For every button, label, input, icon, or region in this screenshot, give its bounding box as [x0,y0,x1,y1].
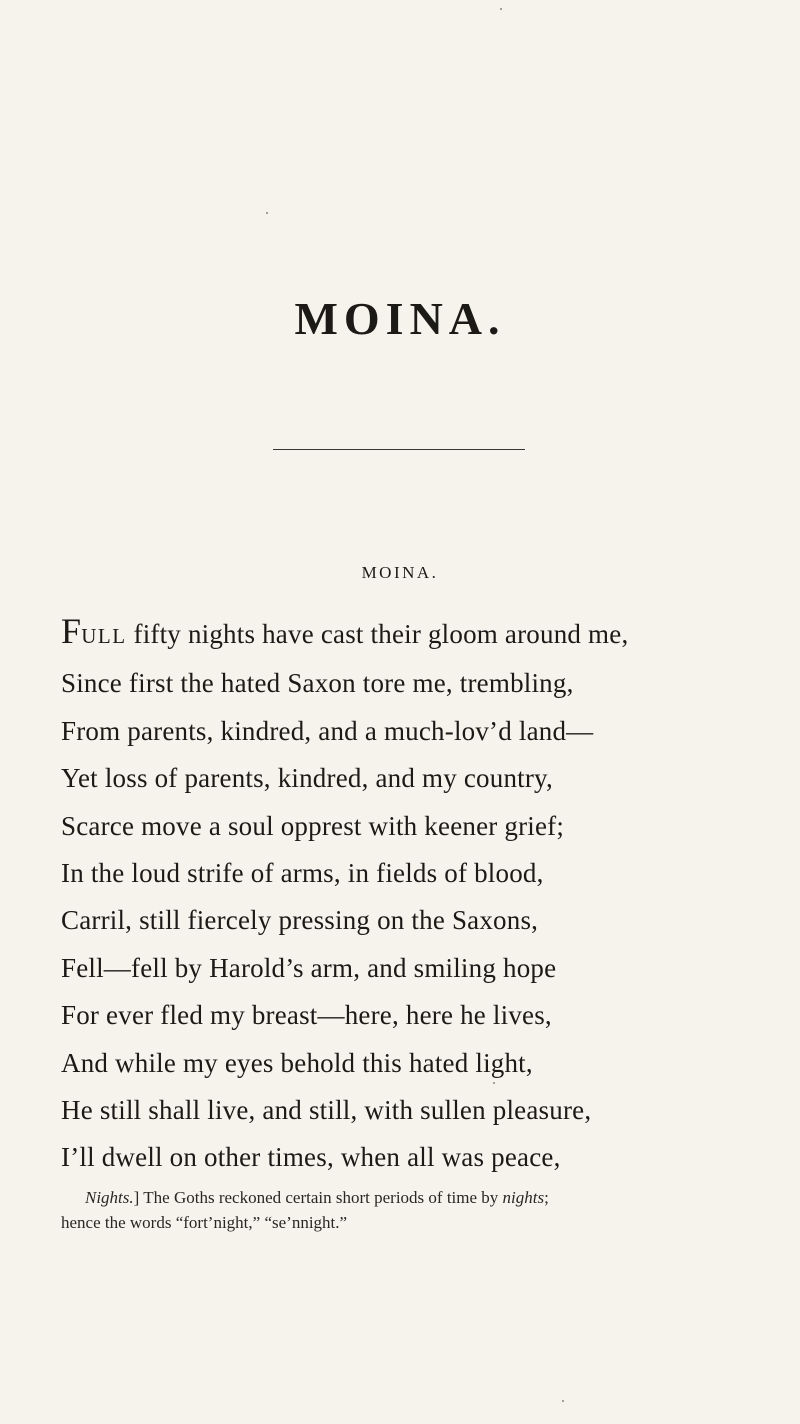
footnote-punctuation: ; [544,1188,549,1207]
footnote-text: The Goths reckoned certain short periods of time by [139,1188,503,1207]
paper-speck [266,212,268,214]
poem-line: In the loud strife of arms, in fields of blood, [61,858,544,889]
poem-line: Yet loss of parents, kindred, and my country, [61,763,553,794]
poem-line: From parents, kindred, and a much-lov’d land— [61,715,594,746]
paper-speck [562,1400,564,1402]
footnote-term: Nights. [85,1188,134,1207]
poem-body [61,608,761,1182]
poem-line: I’ll dwell on other times, when all was peace, [61,1142,561,1173]
poem-line: He still shall live, and still, with sullen pleasure, [61,1095,592,1126]
poem-line: Scarce move a soul opprest with keener grief; [61,810,565,841]
poem-line: Since first the hated Saxon tore me, trembling, [61,668,574,699]
paper-speck [500,8,502,10]
footnote-line-2: hence the words “fort’night,” “se’nnight.” [61,1213,348,1232]
small-caps-text: ULL [81,624,127,648]
footnote-line-1 [61,1185,766,1210]
title-divider-rule [273,449,525,450]
poem-line: Fell—fell by Harold’s arm, and smiling hope [61,952,557,983]
page-title: MOINA. [294,293,506,344]
footnote-bracket: ] [133,1188,140,1207]
poem-line: Carril, still fiercely pressing on the Saxons, [61,905,539,936]
poem-line: And while my eyes behold this hated light, [61,1047,533,1078]
footnote [61,1185,766,1235]
poem-line-1 [61,608,761,660]
poem-heading: MOINA. [361,563,439,582]
poem-line-1-text: fifty nights have cast their gloom around me, [126,619,629,649]
footnote-emphasis: nights [502,1188,545,1207]
poem-line: For ever fled my breast—here, here he lives, [61,1000,552,1031]
paper-speck [493,1082,495,1084]
drop-cap-letter: F [61,611,82,651]
